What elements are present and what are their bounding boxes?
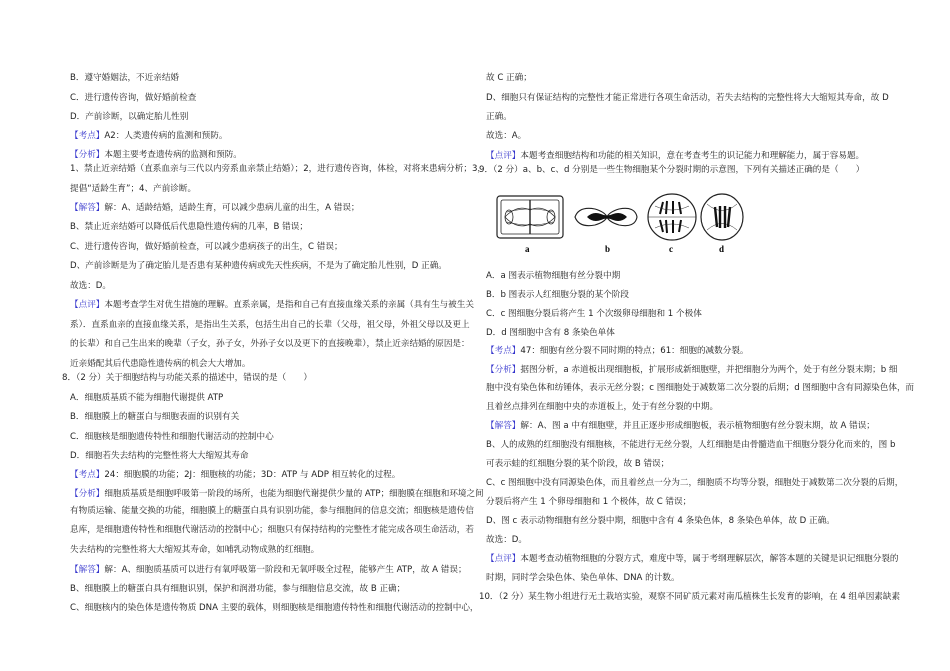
- q7-fenxi-line1: 1、禁止近亲结婚（直系血亲与三代以内旁系血亲禁止结婚）；2，进行遗传咨询，体检，对将来患病分析；3，: [70, 164, 487, 174]
- q8-option-b: B．细胞膜上的糖蛋白与细胞表面的识别有关: [70, 412, 240, 422]
- kaodian-tag: 【考点】: [70, 131, 105, 141]
- q9-kaodian: [486, 347, 749, 356]
- q9-jieda-d: D、图 c 表示动物细胞有丝分裂中期，细胞中含有 4 条染色体，8 条染色单体，故 D 正确。: [486, 516, 835, 526]
- q9-dianping-line2: 时期，同时学会染色体、染色单体、DNA 的计数。: [486, 573, 680, 583]
- q8-jieda-b: B、细胞膜上的糖蛋白具有细胞识别，保护和润滑功能，参与细胞信息交流，故 B 正确；: [70, 584, 406, 594]
- dianping-tag: 【点评】: [70, 300, 105, 310]
- q7-dianping-line3: 的长辈）和自己生出来的晚辈（子女，孙子女，外孙子女以及更下的直接晚辈），禁止近亲结婚的原因是：: [70, 339, 470, 349]
- dianping-text: 本题考查细胞结构和功能的相关知识，意在考查考生的识记能力和理解能力，属于容易题。: [520, 151, 865, 161]
- q7-option-b: B．遵守婚姻法，不近亲结婚: [70, 73, 180, 83]
- q8-fenxi: [62, 490, 484, 499]
- fenxi-text: 本题主要考查遗传病的监测和预防。: [104, 150, 242, 160]
- fenxi-tag: 【分析】: [70, 150, 105, 160]
- q7-option-d: D．产前诊断，以确定胎儿性别: [70, 112, 189, 122]
- q10-stem: 10．（2 分）某生物小组进行无土栽培实验，观察不同矿质元素对南瓜植株生长发育的影响，在 4 组单因素缺素: [479, 592, 901, 602]
- jieda-tag: 【解答】: [486, 421, 521, 431]
- q9-jieda-c: C、c 图细胞中没有同源染色体，而且着丝点一分为二，细胞质不均等分裂，细胞处于减数第二次分裂的后期，: [486, 478, 904, 488]
- q9-answer: 故选：D。: [486, 535, 527, 545]
- q7-dianping-line2: 系）．直系血亲的直接血缘关系，是指出生关系，包括生出自己的长辈（父母，祖父母，外祖父母以及更上: [70, 320, 470, 330]
- q9-option-c: C．c 图细胞分裂后将产生 1 个次级卵母细胞和 1 个极体: [486, 309, 702, 319]
- fenxi-tag: 【分析】: [486, 365, 521, 375]
- q7-jieda: [62, 204, 360, 213]
- dianping-tag: 【点评】: [486, 554, 521, 564]
- q9-option-a: A．a 图表示植物细胞有丝分裂中期: [486, 271, 621, 281]
- jieda-text: 解：A、细胞质基质可以进行有氧呼吸第一阶段和无氧呼吸全过程，能够产生 ATP，故 A 错误；: [104, 565, 467, 575]
- fenxi-text: 据图分析，a 赤道板出现细胞板，扩展形成新细胞壁，并把细胞分为两个，处于有丝分裂末期；b 细: [520, 365, 898, 375]
- q8-jieda-d: D、细胞只有保证结构的完整性才能正常进行各项生命活动，若失去结构的完整性将大大缩短其寿命，故 D: [486, 93, 889, 103]
- q7-fenxi-line2: 提倡“适龄生育”；4、产前诊断。: [70, 184, 197, 194]
- q7-jieda-d: D、产前诊断是为了确定胎儿是否患有某种遗传病或先天性疾病，不是为了确定胎儿性别，D 正确。: [70, 261, 447, 271]
- label-d: d: [719, 244, 725, 254]
- q8-jieda: [62, 566, 467, 575]
- q8-jieda-c: C、细胞核内的染色体是遗传物质 DNA 主要的载体，则细胞核是细胞遗传特性和细胞代谢活动的控制中心，: [70, 603, 479, 613]
- dianping-text: 本题考查学生对优生措施的理解。直系亲属，是指和自己有直接血缘关系的亲属（具有生与被生关: [104, 300, 474, 310]
- q7-dianping: [62, 301, 474, 310]
- q9-jieda-b-cont: 可表示蛙的红细胞分裂的某个阶段，故 B 错误；: [486, 459, 670, 469]
- kaodian-text: 24：细胞膜的功能；2J：细胞核的功能；3D：ATP 与 ADP 相互转化的过程。: [104, 470, 401, 480]
- q9-jieda-b: B、人的成熟的红细胞没有细胞核，不能进行无丝分裂，人红细胞是由骨髓造血干细胞分裂分化而来的，图 b: [486, 440, 896, 450]
- q7-answer: 故选：D。: [70, 281, 111, 291]
- cell-a: [497, 196, 563, 238]
- cell-d: [701, 194, 743, 240]
- kaodian-tag: 【考点】: [70, 470, 105, 480]
- q8-option-a: A．细胞质基质不能为细胞代谢提供 ATP: [70, 393, 224, 403]
- jieda-tag: 【解答】: [70, 203, 105, 213]
- q7-dianping-line4: 近亲婚配其后代患隐性遗传病的机会大大增加。: [70, 359, 251, 369]
- q8-option-d: D．细胞若失去结构的完整性将大大缩短其寿命: [70, 451, 249, 461]
- q8-fenxi-line4: 失去结构的完整性将大大缩短其寿命，如哺乳动物成熟的红细胞。: [70, 545, 320, 555]
- dianping-text: 本题考查动植物细胞的分裂方式，难度中等，属于考纲理解层次，解答本题的关键是识记细胞分裂的: [520, 554, 899, 564]
- q7-option-c: C．进行遗传咨询，做好婚前检查: [70, 93, 197, 103]
- q8-jieda-d-cont: 正确。: [486, 112, 512, 122]
- dianping-tag: 【点评】: [486, 151, 521, 161]
- q8-fenxi-line2: 有物质运输、能量交换的功能，细胞膜上的糖蛋白具有识别功能，参与细胞间的信息交流；细胞核是遗传信: [70, 506, 474, 516]
- q8-answer: 故选：A。: [486, 131, 527, 141]
- q9-dianping: [486, 555, 899, 564]
- q9-fenxi-line3: 且着丝点排列在细胞中央的赤道板上，处于有丝分裂的中期。: [486, 402, 719, 412]
- q9-jieda: [486, 422, 875, 431]
- q7-jieda-c: C、进行遗传咨询，做好婚前检查，可以减少患病孩子的出生，C 错误；: [70, 242, 343, 252]
- jieda-tag: 【解答】: [70, 565, 105, 575]
- q8-dianping: [486, 152, 864, 161]
- kaodian-tag: 【考点】: [486, 346, 521, 356]
- q7-fenxi: [62, 151, 242, 160]
- q8-option-c: C．细胞核是细胞遗传特性和细胞代谢活动的控制中心: [70, 432, 274, 442]
- q8-jieda-c-cont: 故 C 正确；: [486, 73, 532, 83]
- fenxi-text: 细胞质基质是细胞呼吸第一阶段的场所，也能为细胞代谢提供少量的 ATP；细胞膜在细胞和环境之间: [104, 489, 484, 499]
- q9-option-b: B．b 图表示人红细胞分裂的某个阶段: [486, 290, 629, 300]
- q9-stem: 9．（2 分）a、b、c、d 分别是一些生物细胞某个分裂时期的示意图，下列有关描述正确的是（ ）: [479, 165, 865, 175]
- fenxi-tag: 【分析】: [70, 489, 105, 499]
- q9-option-d: D．d 图细胞中含有 8 条染色单体: [486, 328, 615, 338]
- q9-jieda-c-cont: 分裂后将产生 1 个卵母细胞和 1 个极体，故 C 错误；: [486, 497, 692, 507]
- label-a: a: [525, 244, 530, 254]
- label-b: b: [605, 244, 611, 254]
- q8-kaodian: [62, 471, 400, 480]
- q8-stem: 8．（2 分）关于细胞结构与功能关系的描述中，错误的是（ ）: [62, 373, 312, 383]
- cell-b: [575, 208, 637, 225]
- kaodian-text: 47：细胞有丝分裂不同时期的特点；61：细胞的减数分裂。: [520, 346, 749, 356]
- q8-fenxi-line3: 息库，是细胞遗传特性和细胞代谢活动的控制中心；细胞只有保持结构的完整性才能完成各项生命活动，若: [70, 525, 474, 535]
- q7-kaodian: [62, 132, 227, 141]
- q9-fenxi: [486, 366, 898, 375]
- q9-fenxi-line2: 胞中没有染色体和纺锤体，表示无丝分裂；c 图细胞处于减数第二次分裂的后期；d 图细胞中含有同源染色体，而: [486, 383, 915, 393]
- jieda-text: 解：A、适龄结婚，适龄生育，可以减少患病儿童的出生，A 错误；: [104, 203, 360, 213]
- label-c: c: [669, 244, 673, 254]
- cell-division-figure: [495, 192, 745, 256]
- cell-c: [648, 194, 696, 240]
- jieda-text: 解：A、图 a 中有细胞壁，并且正逐步形成细胞板，表示植物细胞有丝分裂末期，故 A 错误；: [520, 421, 875, 431]
- q7-jieda-b: B、禁止近亲结婚可以降低后代患隐性遗传病的几率，B 错误；: [70, 222, 308, 232]
- kaodian-text: A2：人类遗传病的监测和预防。: [104, 131, 228, 141]
